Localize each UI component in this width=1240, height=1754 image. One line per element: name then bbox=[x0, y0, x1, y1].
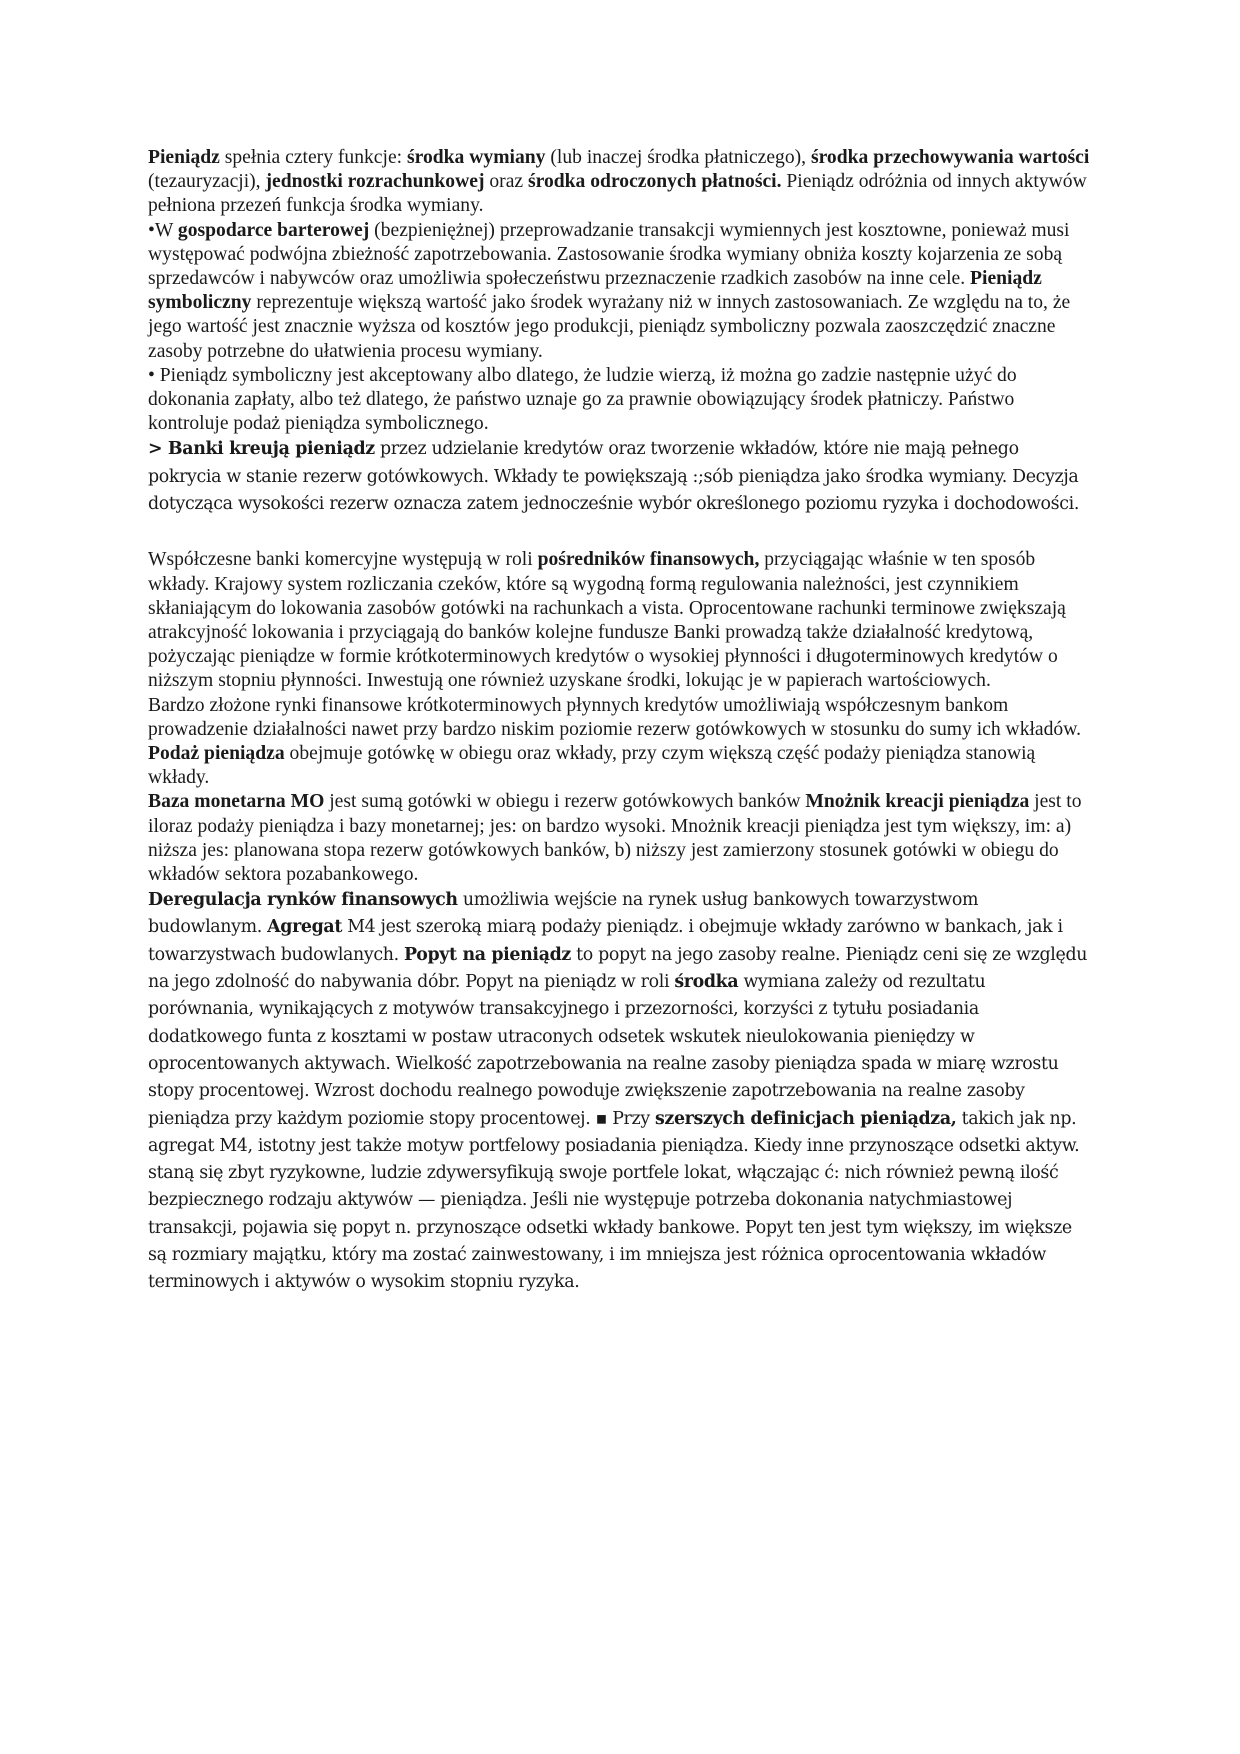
bold-term: Deregulacja rynków finansowych bbox=[148, 890, 458, 911]
bold-term: Baza monetarna MO bbox=[148, 791, 325, 813]
text-run: oraz bbox=[484, 171, 528, 193]
text-run: jest to iloraz podaży pieniądza i bazy monetarnej; jes: on bardzo wysoki. Mnożnik kreacji pieniądza jest tym większy, im: a) niższa jes: planowana stopa rezerw gotówkowych banków, b) niższy jest zamierzony stosunek gotówki w obiegu do wkładów sektora pozabankowego. bbox=[148, 791, 1082, 885]
bold-term: środka odroczonych płatności. bbox=[528, 171, 782, 193]
paragraph bbox=[148, 694, 1093, 791]
bold-term: środka przechowywania wartości bbox=[810, 147, 1090, 168]
text-run: (tezauryzacji), bbox=[148, 171, 266, 193]
text-run: reprezentuje większą wartość jako środek wyrażany niż w innych zastosowaniach. Ze względu na to, że jego wartość jest znacznie wyższa od kosztów jego produkcji, pieniądz symboliczny pozwala zaoszczędzić znaczne zasoby potrzebne do ułatwienia procesu wymiany. bbox=[148, 292, 1071, 362]
paragraph bbox=[148, 436, 1093, 518]
text-run: wymiana zależy od rezultatu porównania, wynikających z motywów transakcyjnego i przezorności, korzyści z tytułu posiadania dodatkowego funta z kosztami w postaw utraconych odsetek wskutek nieulokowania pieniędzy w oprocentowanych aktywach. Wielkość zapotrzebowania na realne zasoby pieniądza spada w miarę wzrostu stopy procentowej. Wzrost dochodu realnego powoduje zwiększenie zapotrzebowania na realne zasoby pieniądza przy każdym poziomie stopy procentowej. ▪ Przy bbox=[148, 972, 1059, 1129]
text-run: to popyt na jego zasoby realne. Pieniądz ceni się ze względu na jego zdolność do nabywania dóbr. Popyt na pieniądz w roli bbox=[148, 944, 1088, 993]
bold-term: gospodarce barterowej bbox=[177, 219, 370, 241]
bold-term: Pieniądz bbox=[148, 147, 220, 168]
text-run: Współczesne banki komercyjne występują w roli bbox=[148, 549, 538, 571]
paragraph bbox=[148, 790, 1093, 887]
text-run: Bardzo złożone rynki finansowe krótkoterminowych płynnych kredytów umożliwiają współczesnym bankom prowadzenie działalności nawet przy bardzo niskim poziomie rezerw gotówkowych w stosunku do sumy ich wkładów. bbox=[148, 694, 1081, 740]
text-run: Pieniądz odróżnia od innych aktywów pełniona przezeń funkcja środka wymiany. bbox=[148, 171, 1087, 217]
document-body bbox=[148, 146, 1093, 1297]
text-run: obejmuje gotówkę w obiegu oraz wkłady, przy czym większą część podaży pieniądza stanowią wkłady. bbox=[148, 742, 1036, 789]
text-run: (bezpieniężnej) przeprowadzanie transakcji wymiennych jest kosztowne, ponieważ musi występować podwójna zbieżność zapotrzebowania. Zastosowanie środka wymiany obniża koszty kojarzenia ze sobą sprzedawców i nabywców oraz umożliwia społeczeństwu przeznaczenie rzadkich zasobów na inne cele. bbox=[148, 219, 1070, 290]
bold-term: > Banki kreują pieniądz bbox=[148, 439, 375, 460]
text-run: spełnia cztery funkcje: bbox=[219, 147, 407, 168]
text-run: umożliwia wejście na rynek usług bankowych towarzystwom budowlanym. bbox=[148, 890, 979, 938]
bold-term: Popyt na pieniądz bbox=[403, 944, 571, 965]
text-run: • Pieniądz symboliczny jest akceptowany albo dlatego, że ludzie wierzą, iż można go zadzie następnie użyć do dokonania zapłaty, albo też dlatego, że państwo uznaje go za prawnie obowiązujący środek płatniczy. Państwo kontroluje podaż pieniądza symbolicznego. bbox=[148, 364, 1017, 435]
text-run: przez udzielanie kredytów oraz tworzenie wkładów, które nie mają pełnego pokrycia w stanie rezerw gotówkowych. Wkłady te powiększają :;sób pieniądza jako środka wymiany. Decyzja dotycząca wysokości rezerw oznacza zatem jednocześnie wybór określonego poziomu ryzyka i dochodowości. bbox=[148, 439, 1080, 515]
bold-term: Agregat bbox=[267, 917, 343, 938]
bold-term: szerszych definicjach pieniądza, bbox=[654, 1108, 957, 1129]
text-run: M4 jest szeroką miarą podaży pieniądz. i obejmuje wkłady zarówno w bankach, jak i towarzystwach budowlanych. bbox=[148, 917, 1063, 965]
text-run: jest sumą gotówki w obiegu i rezerw gotówkowych banków bbox=[324, 791, 806, 813]
bold-term: środka wymiany bbox=[407, 147, 546, 168]
bold-term: Mnożnik kreacji pieniądza bbox=[805, 791, 1030, 813]
text-run: przyciągając właśnie w ten sposób wkłady. Krajowy system rozliczania czeków, które są wygodną formą regulowania należności, jest czynnikiem skłaniającym do lokowania zasobów gotówki na rachunkach a vista. Oprocentowane rachunki terminowe zwiększają atrakcyjność lokowania i przyciągają do banków kolejne fundusze Banki prowadzą także działalność kredytową, pożyczając pieniądze w formie krótkoterminowych kredytów o wysokiej płynności i długoterminowych kredytów o niższym stopniu płynności. Inwestują one również uzyskane środki, lokując je w papierach wartościowych. bbox=[148, 549, 1066, 692]
text-run: (lub inaczej środka płatniczego), bbox=[545, 147, 811, 168]
bold-term: jednostki rozrachunkowej bbox=[265, 171, 485, 193]
paragraph bbox=[148, 887, 1093, 1296]
text-run: takich jak np. agregat M4, istotny jest także motyw portfelowy posiadania pieniądza. Kiedy inne przynoszące odsetki aktyw. staną się zbyt ryzykowne, ludzie zdywersyfikują swoje portfele lokat, włączając ć: nich również pewną ilość bezpiecznego rodzaju aktywów — pieniądza. Jeśli nie występuje potrzeba dokonania natychmiastowej transakcji, pojawia się popyt n. przynoszące odsetki wkłady bankowe. Popyt ten jest tym większy, im większe są rozmiary majątku, który ma zostać zainwestowany, i im mniejsza jest różnica oprocentowania wkładów terminowych i aktywów o wysokim stopniu ryzyka. bbox=[148, 1108, 1080, 1293]
paragraph bbox=[148, 219, 1093, 364]
text-run: •W bbox=[148, 219, 178, 241]
bold-term: pośredników finansowych, bbox=[537, 549, 760, 571]
bold-term: Pieniądz symboliczny bbox=[148, 268, 1042, 314]
paragraph bbox=[148, 548, 1093, 693]
bold-term: Podaż pieniądza bbox=[148, 742, 285, 764]
paragraph-spacer bbox=[148, 518, 1093, 548]
paragraph bbox=[148, 364, 1093, 437]
paragraph bbox=[148, 146, 1093, 219]
bold-term: środka bbox=[674, 972, 739, 993]
